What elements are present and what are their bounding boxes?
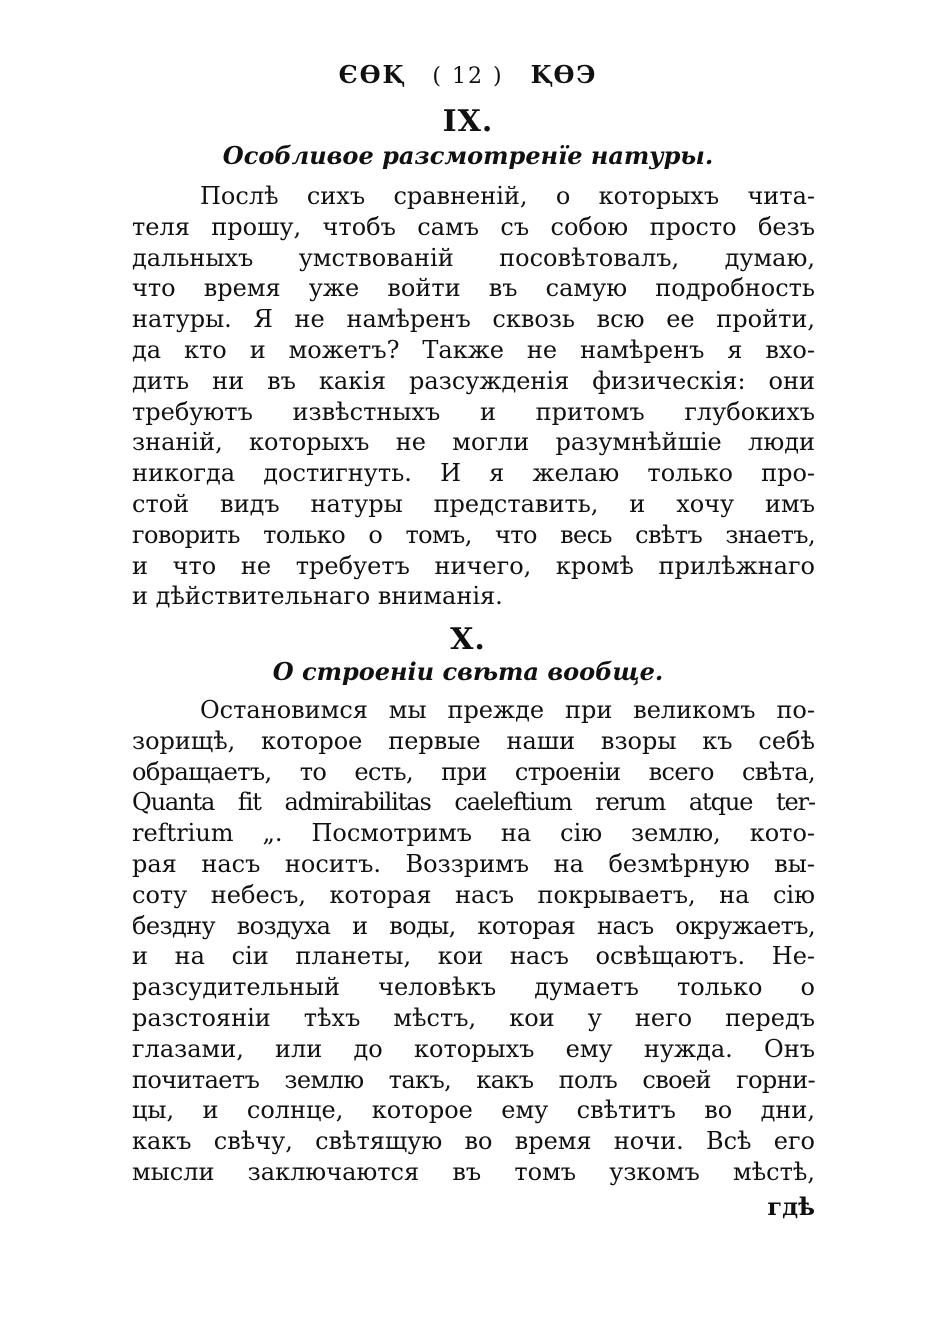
section-number-x: X.	[450, 622, 486, 657]
text-line: что время уже войти въ самую подробность	[132, 274, 815, 303]
right-ornament-icon: ⱩѲЭ	[530, 60, 598, 89]
text-line: никогда достигнуть. И я желаю только про-	[132, 459, 815, 488]
section-number-ix: IX.	[442, 104, 494, 139]
text-line: и что не требуетъ ничего, кромѣ прилѣжнаго	[132, 551, 815, 580]
text-line: рая насъ носитъ. Воззримъ на безмѣрную вы-	[132, 849, 815, 878]
text-line: reftrium „. Посмотримъ на сію землю, кото-	[132, 819, 815, 848]
text-line: почитаетъ землю такъ, какъ полъ своей горни-	[132, 1065, 815, 1094]
running-head	[0, 60, 936, 89]
text-line: дальныхъ умствованій посовѣтовалъ, думаю,	[132, 243, 815, 272]
text-line: Quanta fit admirabilitas caeleftium rerum atque ter-	[132, 788, 815, 817]
text-line: Остановимся мы прежде при великомъ по-	[200, 696, 815, 724]
text-line: стой видъ натуры представить, и хочу имъ	[132, 489, 815, 518]
text-line: знаній, которыхъ не могли разумнѣйшіе люди	[132, 428, 815, 457]
catchword: гдѣ	[767, 1192, 815, 1221]
text-line: и на сіи планеты, кои насъ освѣщаютъ. Не-	[132, 942, 815, 971]
text-line: натуры. Я не намѣренъ сквозь всю ее пройти,	[132, 305, 815, 334]
text-line: зорищѣ, которое первые наши взоры къ себѣ	[132, 726, 815, 755]
left-ornament-icon: ЄѲⱩ	[338, 60, 406, 89]
text-line: обращаетъ, то есть, при строеніи всего свѣта,	[132, 757, 815, 786]
paragraph-x	[132, 695, 815, 1188]
text-line: бездну воздуха и воды, которая насъ окружаетъ,	[132, 911, 815, 940]
text-line: разсудительный человѣкъ думаетъ только о	[132, 973, 815, 1002]
text-line: соту небесъ, которая насъ покрываетъ, на сію	[132, 880, 815, 909]
text-line: говорить только о томъ, что весь свѣтъ знаетъ,	[132, 520, 815, 549]
text-line: да кто и можетъ? Также не намѣренъ я вхо-	[132, 335, 815, 364]
text-line: теля прошу, чтобъ самъ съ собою просто безъ	[132, 212, 815, 241]
text-line: разстояніи тѣхъ мѣстъ, кои у него передъ	[132, 1003, 815, 1032]
text-line: мысли заключаются въ томъ узкомъ мѣстѣ,	[132, 1157, 815, 1186]
text-line: какъ свѣчу, свѣтящую во время ночи. Всѣ его	[132, 1127, 815, 1156]
text-line: дить ни въ какія разсужденія физическія: они	[132, 366, 815, 395]
section-title-ix: Особливое разсмотренїе натуры.	[222, 141, 714, 170]
paragraph-ix	[132, 181, 815, 612]
text-line: Послѣ сихъ сравненій, о которыхъ чита-	[200, 182, 815, 210]
text-line: требуютъ извѣстныхъ и притомъ глубокихъ	[132, 397, 815, 426]
section-title-x: О строеніи свѣта вообще.	[272, 657, 664, 686]
text-line: и дѣйствительнаго вниманія.	[132, 582, 503, 611]
page-number: ( 12 )	[432, 64, 504, 89]
text-line: цы, и солнце, которое ему свѣтитъ во дни,	[132, 1096, 815, 1125]
text-line: глазами, или до которыхъ ему нужда. Онъ	[132, 1034, 815, 1063]
